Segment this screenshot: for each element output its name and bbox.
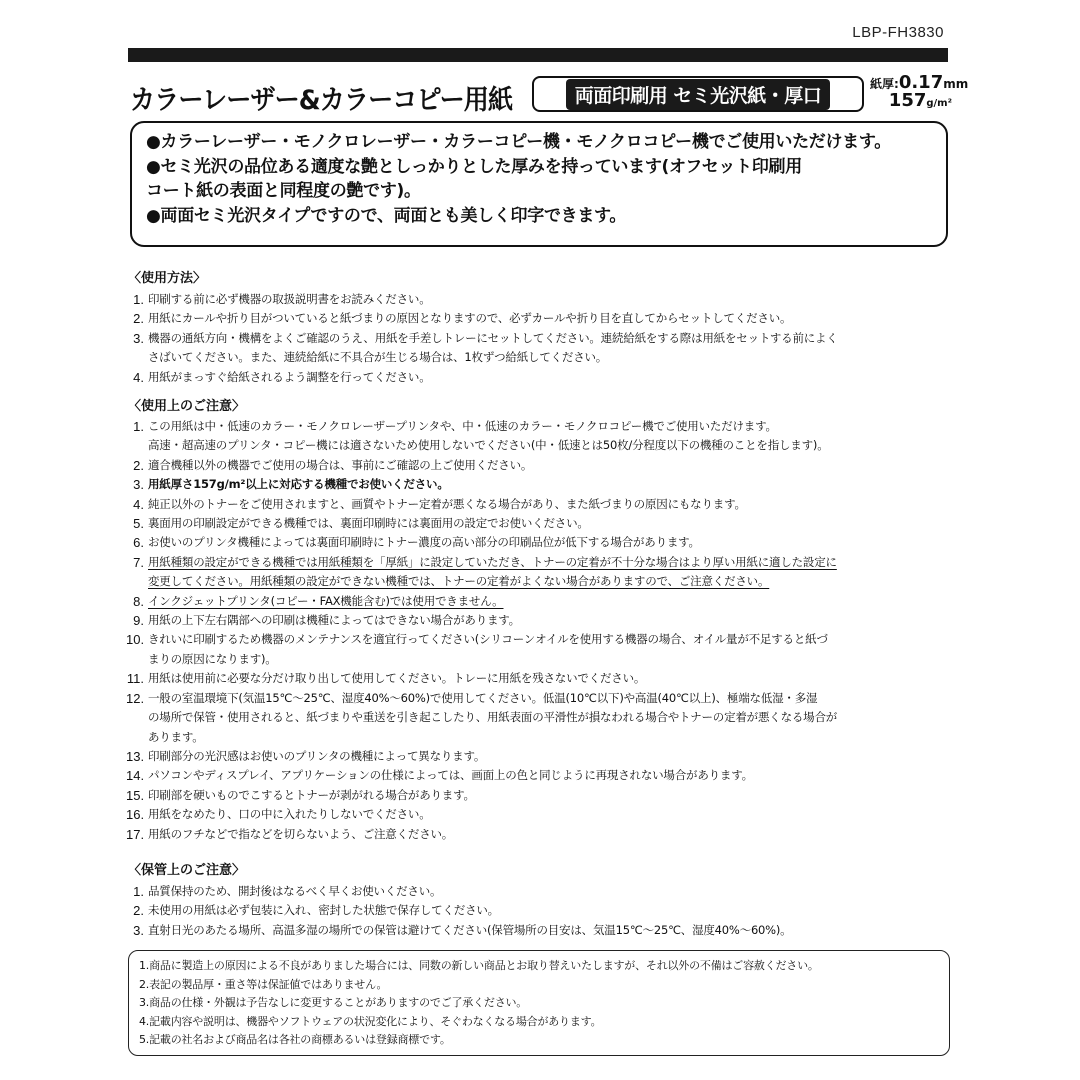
thickness-unit: mm bbox=[943, 77, 969, 91]
list-item bbox=[126, 689, 958, 708]
item-number: 15. bbox=[126, 787, 145, 803]
item-text: お使いのプリンタ機種によっては裏面印刷時にトナー濃度の高い部分の印刷品位が低下する場合があります。 bbox=[148, 535, 700, 550]
weight-unit: g/m² bbox=[926, 98, 952, 109]
list-item bbox=[126, 417, 958, 436]
item-text: 高速・超高速のプリンタ・コピー機には適さないため使用しないでください(中・低速とは50枚/分程度以下の機種のことを指します)。 bbox=[148, 438, 829, 453]
product-title: カラーレーザー&カラーコピー用紙 bbox=[130, 85, 513, 116]
item-number: 1. bbox=[133, 884, 144, 899]
title-row bbox=[128, 72, 969, 118]
weight-value: 157 bbox=[888, 90, 927, 111]
item-text: の場所で保管・使用されると、紙づまりや重送を引き起こしたり、用紙表面の平滑性が損なわれる場合やトナーの定着が悪くなる場合が bbox=[148, 710, 838, 725]
feature-item: ●セミ光沢の品位ある適度な艶としっかりとした厚みを持っています(オフセット印刷用 bbox=[146, 156, 802, 177]
item-text: 機器の通紙方向・機構をよくご確認のうえ、用紙を手差しトレーにセットしてください。連続給紙をする際は用紙をセットする前によく bbox=[148, 330, 838, 345]
list-item bbox=[126, 436, 958, 455]
storage-heading: 〈保管上のご注意〉 bbox=[128, 863, 246, 878]
list-item bbox=[126, 921, 958, 940]
item-text: さばいてください。また、連続給紙に不具合が生じる場合は、1枚ずつ給紙してください。 bbox=[148, 350, 608, 365]
cautions-heading: 〈使用上のご注意〉 bbox=[128, 399, 246, 414]
item-text: あります。 bbox=[148, 729, 204, 744]
item-number: 6. bbox=[133, 535, 144, 551]
list-item bbox=[126, 611, 958, 630]
thickness-label: 紙厚: bbox=[870, 77, 899, 91]
item-number: 3. bbox=[133, 922, 144, 938]
item-number: 5. bbox=[133, 516, 144, 532]
product-type-badge bbox=[532, 76, 864, 112]
notice-item: 4.記載内容や説明は、機器やソフトウェアの状況変化により、そぐわなくなる場合があります。 bbox=[139, 1014, 602, 1028]
list-item bbox=[126, 514, 958, 533]
notice-item: 1.商品に製造上の原因による不良がありました場合には、同数の新しい商品とお取り替えいたしますが、それ以外の不備はご容赦ください。 bbox=[139, 959, 819, 972]
item-text: 用紙は使用前に必要な分だけ取り出して使用してください。トレーに用紙を残さないでください。 bbox=[148, 671, 646, 686]
list-item bbox=[126, 766, 958, 785]
item-number: 17. bbox=[126, 826, 145, 842]
item-number: 2. bbox=[133, 311, 144, 327]
item-text: 用紙種類の設定ができる機種では用紙種類を「厚紙」に設定していただき、トナーの定着が不十分な場合はより厚い用紙に適した設定に bbox=[148, 554, 837, 569]
list-item bbox=[126, 348, 958, 367]
item-text: 印刷する前に必ず機器の取扱説明書をお読みください。 bbox=[148, 292, 431, 306]
item-number: 3. bbox=[133, 477, 144, 493]
item-number: 13. bbox=[126, 748, 145, 764]
product-type-label: 両面印刷用 セミ光沢紙・厚口 bbox=[566, 79, 831, 110]
notice-item: 5.記載の社名および商品名は各社の商標あるいは登録商標です。 bbox=[139, 1033, 451, 1047]
list-item bbox=[126, 882, 958, 901]
list-item bbox=[126, 329, 958, 348]
item-number: 2. bbox=[133, 903, 144, 919]
item-text: きれいに印刷するため機器のメンテナンスを適宜行ってください(シリコーンオイルを使用する機器の場合、オイル量が不足すると紙づ bbox=[148, 632, 828, 647]
list-item bbox=[126, 708, 958, 727]
item-text: 未使用の用紙は必ず包装に入れ、密封した状態で保存してください。 bbox=[148, 903, 499, 918]
item-number: 8. bbox=[133, 593, 144, 609]
item-number: 2. bbox=[133, 457, 144, 473]
item-text: 一般の室温環境下(気温15℃〜25℃、湿度40%〜60%)で使用してください。低温(10℃以下)や高温(40℃以上)、極端な低湿・多湿 bbox=[148, 690, 818, 705]
feature-item-continued: コート紙の表面と同程度の艶です)。 bbox=[146, 181, 421, 201]
item-text: 変更してください。用紙種類の設定ができない機種では、トナーの定着がよくない場合がありますので、ご注意ください。 bbox=[148, 574, 770, 589]
feature-item: ●カラーレーザー・モノクロレーザー・カラーコピー機・モノクロコピー機でご使用いただけます。 bbox=[146, 132, 891, 152]
item-text: 用紙厚さ157g/m²以上に対応する機種でお使いください。 bbox=[148, 477, 449, 492]
feature-box bbox=[130, 121, 948, 247]
feature-item: ●両面セミ光沢タイプですので、両面とも美しく印字できます。 bbox=[146, 205, 627, 226]
paper-spec bbox=[870, 72, 969, 111]
cautions-list bbox=[126, 417, 958, 844]
item-text: 用紙をなめたり、口の中に入れたりしないでください。 bbox=[148, 807, 431, 822]
item-text: 用紙の上下左右隅部への印刷は機種によってはできない場合があります。 bbox=[148, 613, 520, 628]
item-text: 純正以外のトナーをご使用されますと、画質やトナー定着が悪くなる場合があり、また紙づまりの原因にもなります。 bbox=[148, 496, 746, 511]
list-item bbox=[126, 368, 958, 387]
list-item bbox=[126, 592, 958, 611]
item-number: 4. bbox=[133, 496, 144, 512]
item-number: 10. bbox=[126, 632, 145, 648]
list-item bbox=[126, 495, 958, 514]
list-item bbox=[126, 747, 958, 766]
header-bar bbox=[128, 48, 948, 62]
list-item bbox=[126, 786, 958, 805]
list-item bbox=[126, 805, 958, 824]
item-text: パソコンやディスプレイ、アプリケーションの仕様によっては、画面上の色と同じように再現されない場合があります。 bbox=[148, 768, 753, 783]
item-number: 11. bbox=[126, 671, 144, 687]
item-text: 用紙のフチなどで指などを切らないよう、ご注意ください。 bbox=[148, 826, 454, 841]
item-number: 1. bbox=[133, 292, 144, 307]
list-item bbox=[126, 728, 958, 747]
list-item bbox=[126, 456, 958, 475]
item-number: 12. bbox=[126, 690, 145, 706]
notice-box bbox=[128, 950, 950, 1056]
item-text: 裏面用の印刷設定ができる機種では、裏面印刷時には裏面用の設定でお使いください。 bbox=[148, 516, 589, 531]
item-text: 適合機種以外の機器でご使用の場合は、事前にご確認の上ご使用ください。 bbox=[148, 457, 533, 472]
list-item bbox=[126, 825, 958, 844]
item-number: 9. bbox=[133, 613, 144, 629]
item-number: 4. bbox=[133, 369, 144, 385]
list-item bbox=[126, 630, 958, 649]
item-text: 用紙がまっすぐ給紙されるよう調整を行ってください。 bbox=[148, 369, 431, 384]
list-item bbox=[126, 669, 958, 688]
list-item bbox=[126, 475, 958, 494]
list-item bbox=[126, 309, 958, 328]
item-number: 7. bbox=[133, 554, 144, 570]
list-item bbox=[126, 553, 958, 572]
item-text: まりの原因になります)。 bbox=[148, 651, 277, 666]
storage-list bbox=[126, 882, 958, 940]
usage-heading: 〈使用方法〉 bbox=[128, 271, 207, 286]
list-item bbox=[126, 290, 958, 309]
item-number: 3. bbox=[133, 330, 144, 346]
item-number: 1. bbox=[133, 419, 144, 434]
item-number: 16. bbox=[126, 807, 145, 823]
notice-item: 3.商品の仕様・外観は予告なしに変更することがありますのでご了承ください。 bbox=[139, 996, 528, 1010]
item-number: 14. bbox=[126, 768, 145, 784]
thickness-value: 0.17 bbox=[898, 72, 944, 93]
item-text: 直射日光のあたる場所、高温多湿の場所での保管は避けてください(保管場所の目安は、気温15℃〜25℃、湿度40%〜60%)。 bbox=[148, 922, 792, 937]
list-item bbox=[126, 572, 958, 591]
item-text: 印刷部を硬いものでこするとトナーが剥がれる場合があります。 bbox=[148, 787, 475, 802]
item-text: 用紙にカールや折り目がついていると紙づまりの原因となりますので、必ずカールや折り目を直してからセットしてください。 bbox=[148, 311, 792, 326]
usage-list bbox=[126, 290, 958, 387]
list-item bbox=[126, 901, 958, 920]
item-text: インクジェットプリンタ(コピー・FAX機能含む)では使用できません。 bbox=[148, 593, 504, 608]
notice-item: 2.表記の製品厚・重さ等は保証値ではありません。 bbox=[139, 977, 388, 991]
model-number: LBP-FH3830 bbox=[852, 24, 944, 41]
item-text: 印刷部分の光沢感はお使いのプリンタの機種によって異なります。 bbox=[148, 748, 486, 763]
list-item bbox=[126, 533, 958, 552]
list-item bbox=[126, 650, 958, 669]
item-text: この用紙は中・低速のカラー・モノクロレーザープリンタや、中・低速のカラー・モノクロコピー機でご使用いただけます。 bbox=[148, 419, 777, 433]
item-text: 品質保持のため、開封後はなるべく早くお使いください。 bbox=[148, 884, 442, 898]
